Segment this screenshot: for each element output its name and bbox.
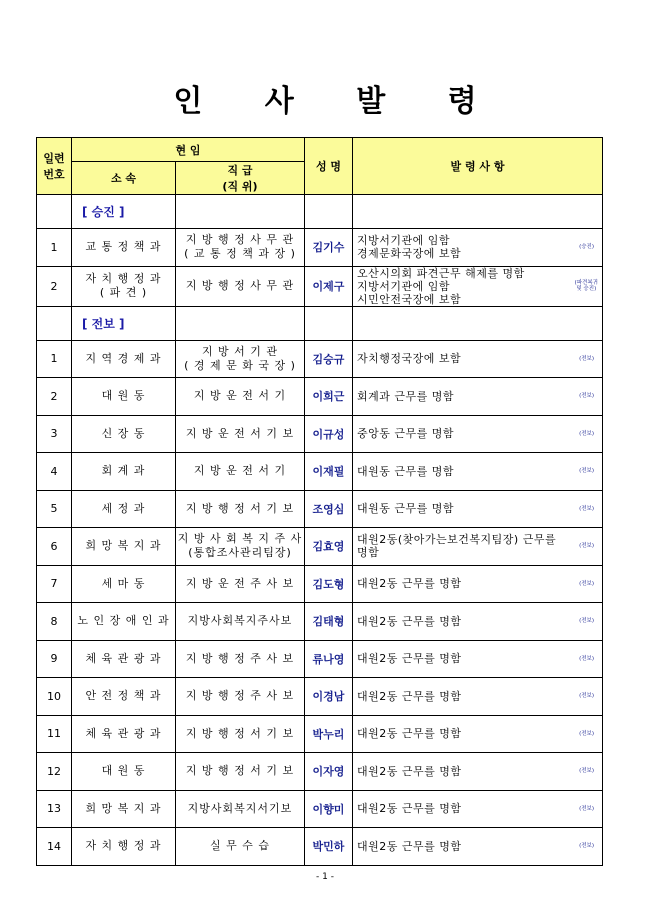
row-department [72,266,176,306]
row-rank [176,678,305,716]
appointment-text [357,390,602,403]
row-appointment [353,229,603,267]
section-note-cell [353,306,603,340]
table-row [37,640,603,678]
badge-line: (전보) [579,393,594,400]
department-line: 자 치 행 정 과 [85,272,162,285]
badge-line: (전보) [579,618,594,625]
badge-line: (전보) [579,505,594,512]
row-name: 김효영 [305,528,353,566]
rank-line: 지 방 운 전 서 기 [193,464,287,478]
appointment-line: 대원2동 근무를 명함 [357,652,462,666]
badge-line: (전보) [579,693,594,700]
row-rank [176,266,305,306]
row-rank [176,415,305,453]
appointment-line: 대원동 근무를 명함 [357,502,455,516]
row-name: 김승규 [305,340,353,378]
section-rank-cell [176,195,305,229]
appointment-text [357,840,602,853]
row-appointment [353,640,603,678]
table-row [37,753,603,791]
header-number [37,138,72,195]
badge-line: (파견복귀 [574,280,598,286]
section-rank-cell [176,306,305,340]
rank-line: 지방사회복지주사보 [187,614,293,628]
table-row [37,565,603,603]
row-appointment [353,453,603,491]
section-name-cell [305,195,353,229]
table-row [37,415,603,453]
table-row [37,603,603,641]
row-number: 14 [37,828,72,866]
row-name: 김도형 [305,565,353,603]
appointment-text [357,533,602,559]
badge-line: 및 승진) [576,286,597,292]
row-department [72,678,176,716]
row-rank [176,229,305,267]
row-number: 10 [37,678,72,716]
badge-line: (전보) [579,468,594,475]
rank-line: 지 방 행 정 서 기 보 [185,726,295,740]
table-row [37,715,603,753]
appointment-line: 대원2동(찾아가는보건복지팀장) 근무를 [357,533,557,547]
badge-line: (전보) [579,355,594,362]
row-department [72,640,176,678]
header-dept: 소 속 [72,162,176,195]
table-row [37,340,603,378]
table-row [37,453,603,491]
row-appointment [353,266,603,306]
department-line: 자 치 행 정 과 [85,839,162,853]
appointment-line: 경제문화국장에 보함 [357,247,462,261]
table-row [37,678,603,716]
row-rank [176,378,305,416]
row-name: 이희근 [305,378,353,416]
appointment-type-badge [579,506,594,512]
department-line: 체 육 관 광 과 [85,651,162,665]
row-number: 6 [37,528,72,566]
appointment-line: 대원2동 근무를 명함 [357,614,462,628]
appointment-type-badge [579,581,594,587]
table-body [37,195,603,866]
row-appointment [353,678,603,716]
rank-line: ( 교 통 정 책 과 장 ) [184,247,296,261]
row-department [72,828,176,866]
header-note: 발 령 사 항 [353,138,603,195]
row-number: 12 [37,753,72,791]
row-department [72,528,176,566]
row-name: 류나영 [305,640,353,678]
page-title: 인 사 발 령 [173,84,503,119]
badge-line: (전보) [579,805,594,812]
appointment-line: 회계과 근무를 명함 [357,389,455,403]
rank-line: 지 방 서 기 관 [201,344,279,358]
appointment-type-badge [579,468,594,474]
section-name-cell [305,306,353,340]
appointment-text [357,727,602,740]
appointment-text [357,577,602,590]
row-number: 2 [37,378,72,416]
appointment-line: 대원2동 근무를 명함 [357,577,462,591]
appointment-type-badge [575,280,598,292]
department-line: 세 정 과 [101,501,146,515]
appointment-text [357,802,602,815]
rank-line: ( 경 제 문 화 국 장 ) [184,358,296,372]
table-row [37,229,603,267]
row-rank [176,340,305,378]
row-rank [176,753,305,791]
rank-line: 지 방 운 전 주 사 보 [185,576,295,590]
row-department [72,490,176,528]
department-line: 희 망 복 지 과 [85,801,162,815]
row-appointment [353,415,603,453]
row-name: 박누리 [305,715,353,753]
personnel-table [36,137,603,866]
department-line: ( 파 견 ) [99,286,148,299]
appointment-line: 지방서기관에 임함 [357,234,451,248]
section-label: [ 승진 ] [72,195,176,229]
row-number: 5 [37,490,72,528]
badge-line: (전보) [579,730,594,737]
badge-line: (전보) [579,580,594,587]
rank-line: 지 방 운 전 서 기 [193,389,287,403]
row-appointment [353,528,603,566]
row-name: 이재필 [305,453,353,491]
appointment-line: 명함 [357,546,380,560]
appointment-type-badge [579,244,594,250]
appointment-type-badge [579,543,594,549]
appointment-type-badge [579,731,594,737]
row-number: 4 [37,453,72,491]
header-number-line2: 번호 [43,168,65,181]
header-current: 현 임 [72,138,305,162]
rank-line: 지 방 행 정 사 무 관 [185,279,295,292]
department-line: 지 역 경 제 과 [85,351,162,365]
badge-line: (전보) [579,543,594,550]
row-department [72,378,176,416]
department-line: 신 장 동 [101,426,146,440]
appointment-text [357,352,602,365]
row-name: 조영심 [305,490,353,528]
appointment-text [357,765,602,778]
table-row [37,266,603,306]
appointment-line: 대원2동 근무를 명함 [357,839,462,853]
row-department [72,415,176,453]
rank-line: 지 방 행 정 주 사 보 [185,651,295,665]
appointment-type-badge [579,431,594,437]
header-number-line1: 일련 [43,152,65,165]
section-row [37,306,603,340]
table-row [37,790,603,828]
badge-line: (전보) [579,655,594,662]
row-name: 김기수 [305,229,353,267]
appointment-text [357,267,602,306]
row-name: 김태형 [305,603,353,641]
row-department [72,603,176,641]
appointment-text [357,234,602,260]
row-rank [176,490,305,528]
row-department [72,453,176,491]
section-note-cell [353,195,603,229]
rank-line: 지 방 행 정 서 기 보 [185,501,295,515]
appointment-line: 대원2동 근무를 명함 [357,764,462,778]
section-label: [ 전보 ] [72,306,176,340]
appointment-text [357,652,602,665]
department-line: 회 계 과 [101,464,146,478]
row-department [72,753,176,791]
department-line: 안 전 정 책 과 [85,689,162,703]
appointment-type-badge [579,693,594,699]
section-number-cell [37,306,72,340]
badge-line: (전보) [579,430,594,437]
appointment-text [357,465,602,478]
appointment-line: 대원동 근무를 명함 [357,464,455,478]
row-name: 이경남 [305,678,353,716]
appointment-type-badge [579,806,594,812]
badge-line: (승진) [579,244,594,251]
appointment-text [357,615,602,628]
department-line: 노 인 장 애 인 과 [77,614,170,628]
table-row [37,490,603,528]
row-appointment [353,603,603,641]
row-appointment [353,340,603,378]
row-rank [176,828,305,866]
row-rank [176,565,305,603]
page-number: - 1 - [316,872,334,882]
appointment-line: 오산시의회 파견근무 해제를 명함 [357,266,525,280]
appointment-type-badge [579,768,594,774]
appointment-type-badge [579,843,594,849]
rank-line: 실 무 수 습 [210,839,270,853]
row-name: 이규성 [305,415,353,453]
row-appointment [353,790,603,828]
appointment-line: 자치행정국장에 보함 [357,352,462,366]
row-name: 이자영 [305,753,353,791]
department-line: 대 원 동 [101,764,146,778]
department-line: 대 원 동 [101,389,146,403]
department-line: 교 통 정 책 과 [85,240,162,254]
header-name: 성 명 [305,138,353,195]
rank-line: 지 방 운 전 서 기 보 [185,426,295,440]
row-number: 2 [37,266,72,306]
row-department [72,715,176,753]
row-name: 이제구 [305,266,353,306]
appointment-type-badge [579,393,594,399]
row-department [72,340,176,378]
row-rank [176,715,305,753]
row-number: 8 [37,603,72,641]
rank-line: 지 방 행 정 주 사 보 [185,689,295,703]
rank-line: 지방사회복지서기보 [187,801,293,815]
row-department [72,229,176,267]
row-department [72,790,176,828]
appointment-type-badge [579,356,594,362]
row-number: 1 [37,340,72,378]
row-number: 1 [37,229,72,267]
appointment-text [357,427,602,440]
appointment-line: 대원2동 근무를 명함 [357,727,462,741]
department-line: 희 망 복 지 과 [85,539,162,553]
header-rank-line2: (직 위) [222,180,258,193]
row-number: 3 [37,415,72,453]
row-appointment [353,753,603,791]
rank-line: (통합조사관리팀장) [188,546,292,560]
rank-line: 지 방 행 정 사 무 관 [185,233,295,247]
row-appointment [353,490,603,528]
appointment-line: 시민안전국장에 보함 [357,292,462,306]
appointment-type-badge [579,656,594,662]
row-appointment [353,715,603,753]
row-number: 13 [37,790,72,828]
row-rank [176,453,305,491]
row-number: 7 [37,565,72,603]
header-rank [176,162,305,195]
row-rank [176,640,305,678]
row-department [72,565,176,603]
section-row [37,195,603,229]
row-appointment [353,828,603,866]
department-line: 세 마 동 [101,576,146,590]
appointment-line: 지방서기관에 임함 [357,279,451,293]
row-number: 11 [37,715,72,753]
appointment-type-badge [579,618,594,624]
row-rank [176,603,305,641]
row-name: 박민하 [305,828,353,866]
row-rank [176,790,305,828]
row-appointment [353,378,603,416]
table-row [37,828,603,866]
appointment-line: 대원2동 근무를 명함 [357,802,462,816]
row-rank [176,528,305,566]
badge-line: (전보) [579,768,594,775]
department-line: 체 육 관 광 과 [85,726,162,740]
table-row [37,378,603,416]
appointment-text [357,690,602,703]
appointment-line: 대원2동 근무를 명함 [357,689,462,703]
row-number: 9 [37,640,72,678]
appointment-text [357,502,602,515]
rank-line: 지 방 행 정 서 기 보 [185,764,295,778]
appointment-line: 중앙동 근무를 명함 [357,427,455,441]
badge-line: (전보) [579,843,594,850]
row-appointment [353,565,603,603]
header-rank-line1: 직 급 [227,164,253,177]
rank-line: 지 방 사 회 복 지 주 사 [177,532,303,546]
section-number-cell [37,195,72,229]
table-row [37,528,603,566]
row-name: 이향미 [305,790,353,828]
